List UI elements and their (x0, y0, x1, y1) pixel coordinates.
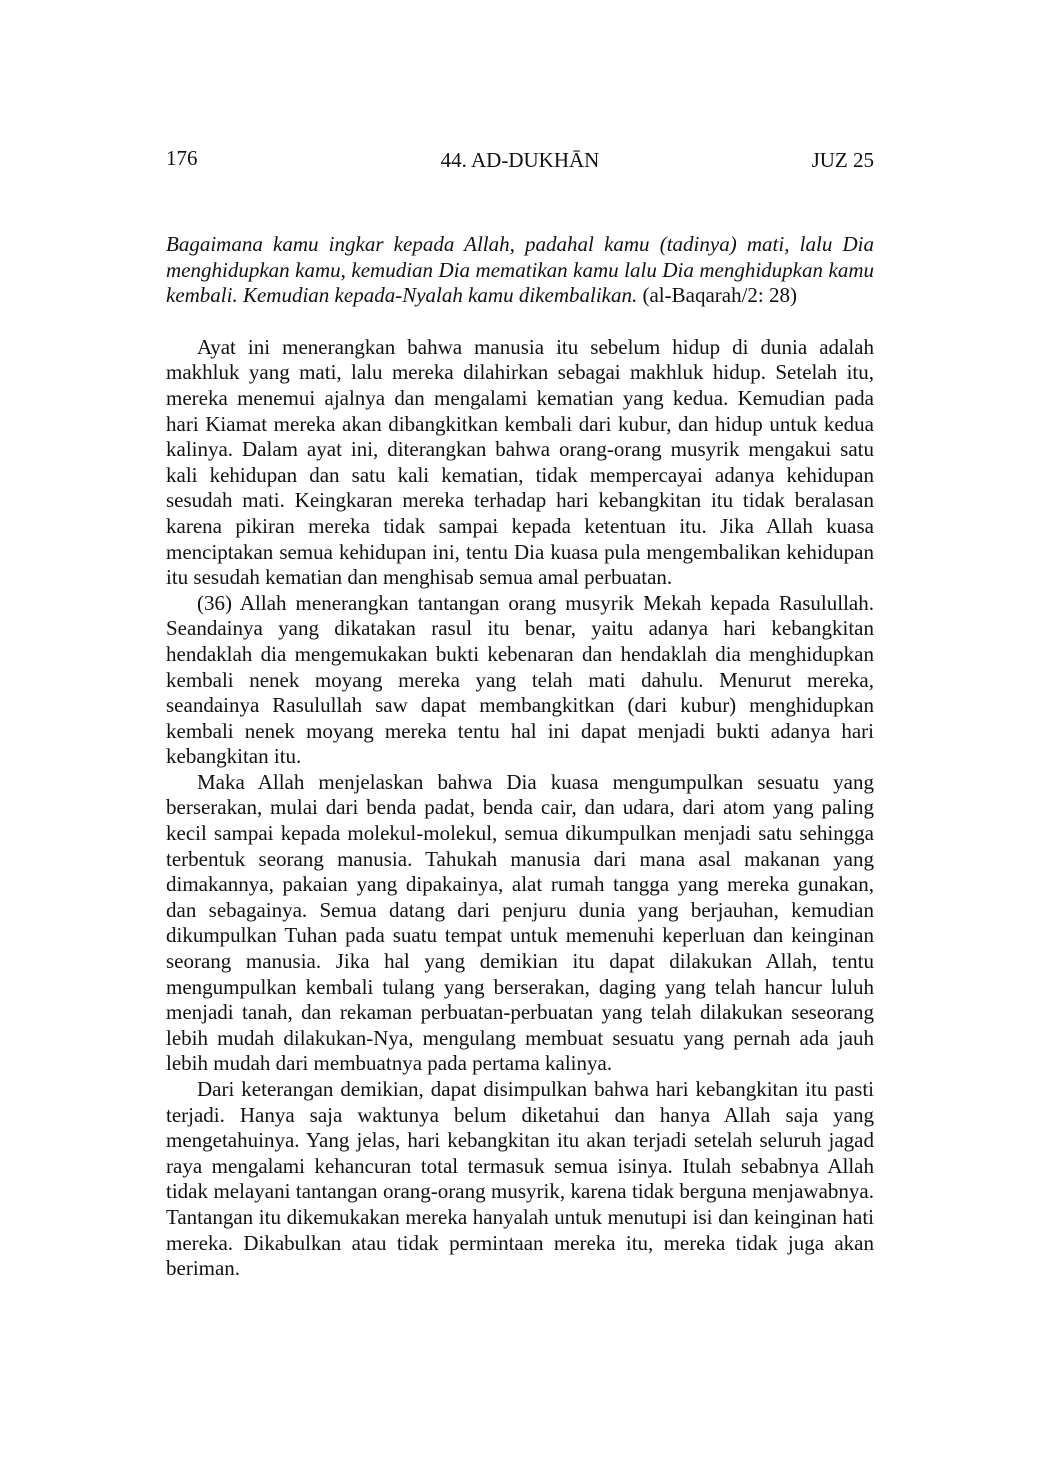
page-number: 176 (166, 146, 198, 170)
paragraph: Maka Allah menjelaskan bahwa Dia kuasa mengumpulkan sesuatu yang berserakan, mulai dari benda padat, benda cair, dan udara, dari atom yang paling kecil sampai kepada molekul-molekul, semua dikumpulkan menjadi satu sehingga terbentuk seorang manusia. Tahukah manusia dari mana asal makanan yang dimakannya, pakaian yang dipakainya, alat rumah tangga yang mereka gunakan, dan sebagainya. Semua datang dari penjuru dunia yang berjauhan, kemudian dikumpulkan Tuhan pada suatu tempat untuk memenuhi keperluan dan keinginan seorang manusia. Jika hal yang demikian itu dapat dilakukan Allah, tentu mengumpulkan kembali tulang yang berserakan, daging yang telah hancur luluh menjadi tanah, dan rekaman perbuatan-perbuatan yang telah dilakukan seseorang lebih mudah dilakukan-Nya, mengulang membuat sesuatu yang pernah ada jauh lebih mudah dari membuatnya pada pertama kalinya. (166, 769, 874, 1076)
page-content (166, 232, 874, 1282)
page-header (166, 146, 874, 176)
paragraph: Ayat ini menerangkan bahwa manusia itu sebelum hidup di dunia adalah makhluk yang mati, lalu mereka dilahirkan sebagai makhluk hidup. Setelah itu, mereka menemui ajalnya dan mengalami kematian yang kedua. Kemudian pada hari Kiamat mereka akan dibangkitkan kembali dari kubur, dan hidup untuk kedua kalinya. Dalam ayat ini, diterangkan bahwa orang-orang musyrik mengakui satu kali kehidupan dan satu kali kematian, tidak mempercayai adanya kehidupan sesudah mati. Keingkaran mereka terhadap hari kebangkitan itu tidak beralasan karena pikiran mereka tidak sampai kepada ketentuan itu. Jika Allah kuasa menciptakan semua kehidupan ini, tentu Dia kuasa pula mengembalikan kehidupan itu sesudah kematian dan menghisab semua amal perbuatan. (166, 334, 874, 590)
quote-reference: (al-Baqarah/2: 28) (637, 283, 797, 308)
juz-label: JUZ 25 (811, 148, 874, 172)
paragraph: Dari keterangan demikian, dapat disimpulkan bahwa hari kebangkitan itu pasti terjadi. Hanya saja waktunya belum diketahui dan hanya Allah saja yang mengetahuinya. Yang jelas, hari kebangkitan itu akan terjadi setelah seluruh jagad raya mengalami kehancuran total termasuk semua isinya. Itulah sebabnya Allah tidak melayani tantangan orang-orang musyrik, karena tidak berguna menjawabnya. Tantangan itu dikemukakan mereka hanyalah untuk menutupi isi dan keinginan hati mereka. Dikabulkan atau tidak permintaan mereka itu, mereka tidak juga akan beriman. (166, 1077, 874, 1281)
surah-title: 44. AD-DUKHĀN (440, 148, 600, 172)
paragraph: (36) Allah menerangkan tantangan orang musyrik Mekah kepada Rasulullah. Seandainya yang dikatakan rasul itu benar, yaitu adanya hari kebangkitan hendaklah dia mengemukakan bukti kebenaran dan hendaklah dia menghidupkan kembali nenek moyang mereka yang telah mati dahulu. Menurut mereka, seandainya Rasulullah saw dapat membangkitkan (dari kubur) menghidupkan kembali nenek moyang mereka tentu hal ini dapat menjadi bukti adanya hari kebangkitan itu. (166, 590, 874, 769)
quran-translation-quote (166, 232, 874, 309)
quote-translation-text: Bagaimana kamu ingkar kepada Allah, padahal kamu (tadinya) mati, lalu Dia menghidupkan kamu, kemudian Dia mematikan kamu lalu Dia menghidupkan kamu kembali. Kemudian kepada-Nyalah kamu dikembalikan. (166, 232, 874, 308)
